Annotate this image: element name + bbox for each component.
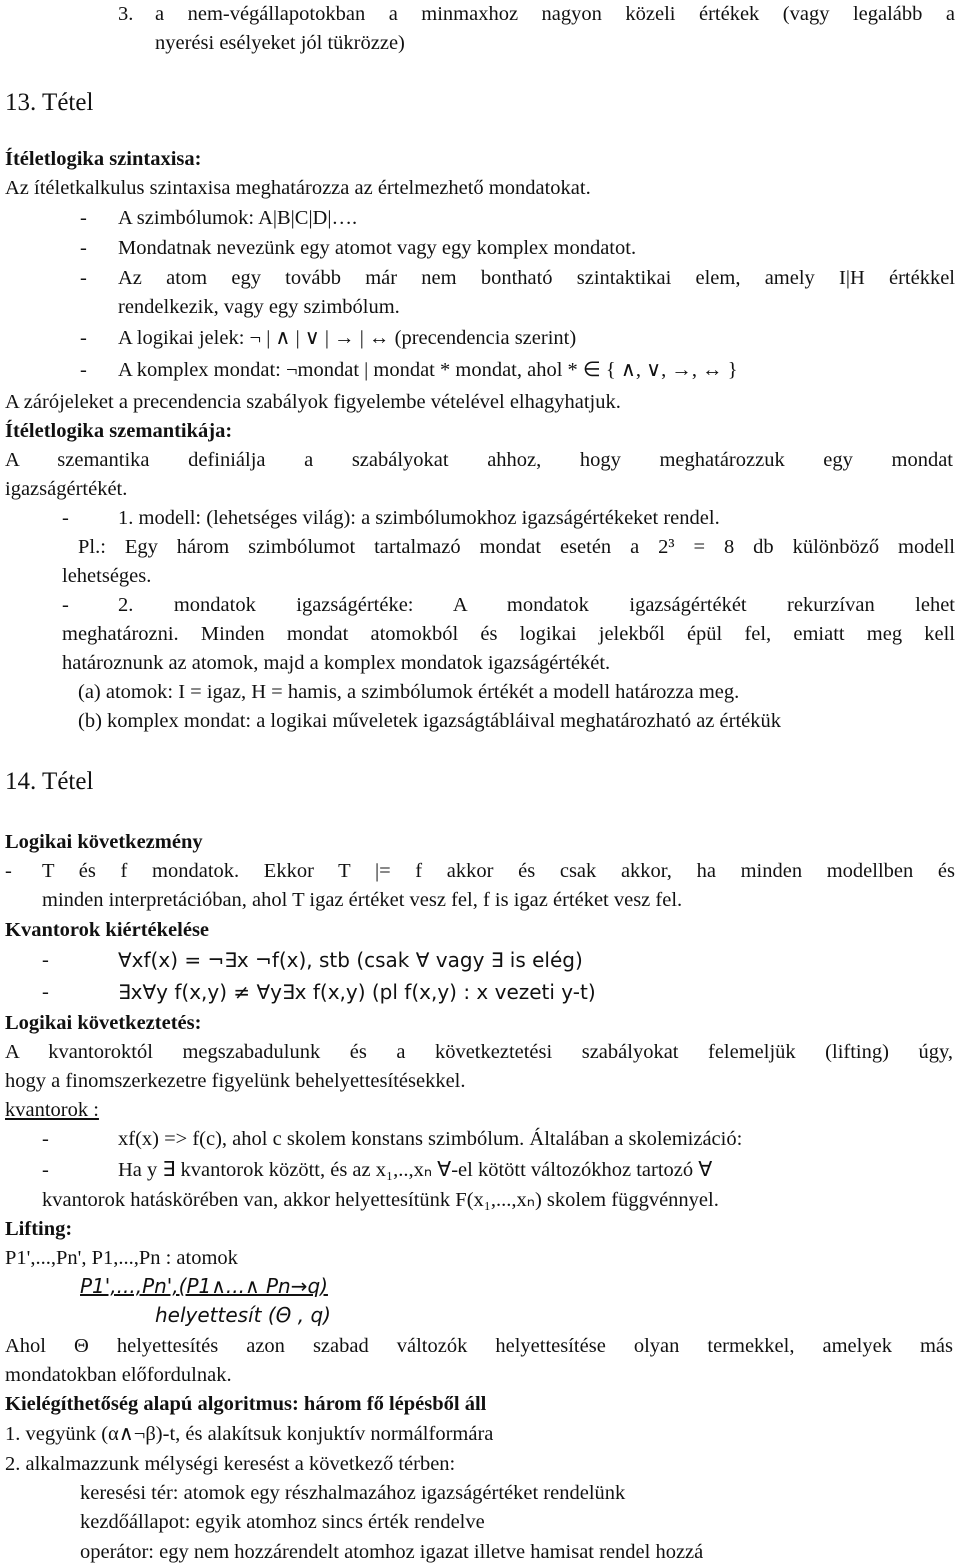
skolem-function: Ha y ∃ kvantorok között, és az x₁,..,xₙ ∀-el kötött változókhoz tartozó ∀ <box>118 1159 713 1181</box>
item-complex: (b) komplex mondat: a logikai műveletek igazságtábláival meghatározható az értékük <box>78 710 781 732</box>
bullet-complex-sentence: A komplex mondat: ¬mondat | mondat * mondat, ahol * ∈ { ∧, ∨, →, ↔ } <box>118 359 738 381</box>
bullet-dash: - <box>80 267 87 289</box>
paragraph-semantics: A szemantika definiálja a szabályokat ahhoz, hogy meghatározzuk egy mondat <box>5 449 953 471</box>
subheading-quantifiers: Kvantorok kiértékelése <box>5 919 210 941</box>
bullet-atom-def-cont: rendelkezik, vagy egy szimbólum. <box>118 296 400 318</box>
label-quantifiers: kvantorok : <box>5 1099 99 1121</box>
bullet-dash: - <box>80 359 87 381</box>
list-item-3-text-cont: nyerési esélyeket jól tükrözze) <box>155 32 405 54</box>
bullet-logic-signs: A logikai jelek: ¬ | ∧ | ∨ | → | ↔ (precendencia szerint) <box>118 327 577 349</box>
bullet-symbols: A szimbólumok: A|B|C|D|…. <box>118 207 358 229</box>
bullet-sentence-def: Mondatnak nevezünk egy atomot vagy egy komplex mondatot. <box>118 237 637 259</box>
list-item-3-number: 3. <box>118 3 134 25</box>
subheading-lifting: Lifting: <box>5 1218 73 1240</box>
search-space: keresési tér: atomok egy részhalmazához igazságértéket rendelünk <box>80 1482 626 1504</box>
bullet-dash: - <box>42 949 49 971</box>
bullet-atom-def: Az atom egy tovább már nem bontható szintaktikai elem, amely I|H értékkel <box>118 267 955 289</box>
paragraph-parentheses: A zárójeleket a precendencia szabályok figyelembe vételével elhagyhatjuk. <box>5 391 621 413</box>
lifting-atoms: P1',...,Pn', P1,...,Pn : atomok <box>5 1247 238 1269</box>
subheading-consequence: Logikai következmény <box>5 831 203 853</box>
lifting-rule-conclusion: helyettesít (Θ , q) <box>155 1303 331 1327</box>
consequence-def-cont: minden interpretációban, ahol T igaz értéket vesz fel, f is igaz értéket vesz fel. <box>42 889 683 911</box>
section-heading-13: 13. Tétel <box>5 89 94 116</box>
quantifier-formula-1: ∀xf(x) = ¬∃x ¬f(x), stb (csak ∀ vagy ∃ is elég) <box>118 948 583 972</box>
bullet-dash: - <box>62 507 69 529</box>
bullet-dash: - <box>42 1159 49 1181</box>
item-truth-value: 2. mondatok igazságértéke: A mondatok igazságértékét rekurzívan lehet <box>118 594 955 616</box>
item-model-example-cont: lehetséges. <box>62 565 152 587</box>
bullet-dash: - <box>80 327 87 349</box>
sat-step-1: 1. vegyünk (α∧¬β)-t, és alakítsuk konjuktív normálformára <box>5 1423 494 1445</box>
item-truth-value-cont2: határoznunk az atomok, majd a komplex mondatok igazságértékét. <box>62 652 611 674</box>
paragraph-substitution-cont: mondatokban előfordulnak. <box>5 1364 232 1386</box>
list-item-3-text: a nem-végállapotokban a minmaxhoz nagyon közeli értékek (vagy legalább a <box>155 3 955 25</box>
bullet-dash: - <box>80 237 87 259</box>
sat-step-2: 2. alkalmazzunk mélységi keresést a következő térben: <box>5 1453 456 1475</box>
bullet-dash: - <box>62 594 69 616</box>
subheading-syntax: Ítéletlogika szintaxisa: <box>5 148 202 170</box>
skolem-function-cont: kvantorok hatáskörében van, akkor helyettesítünk F(x₁,...,xₙ) skolem függvénnyel. <box>42 1189 719 1211</box>
bullet-dash: - <box>5 860 12 882</box>
paragraph-lifting-cont: hogy a finomszerkezetre figyelünk behelyettesítésekkel. <box>5 1070 466 1092</box>
item-model-example: Pl.: Egy három szimbólumot tartalmazó mondat esetén a 2³ = 8 db különböző modell <box>78 536 955 558</box>
item-truth-value-cont1: meghatározni. Minden mondat atomokból és logikai jelekből épül fel, emiatt meg kell <box>62 623 955 645</box>
operator: operátor: egy nem hozzárendelt atomhoz igazat illetve hamisat rendel hozzá <box>80 1541 704 1563</box>
paragraph-substitution: Ahol Θ helyettesítés azon szabad változók helyettesítése olyan termekkel, amelyek más <box>5 1335 953 1357</box>
initial-state: kezdőállapot: egyik atomhoz sincs érték rendelve <box>80 1511 485 1533</box>
section-heading-14: 14. Tétel <box>5 768 94 795</box>
paragraph-lifting: A kvantoroktól megszabadulunk és a következtetési szabályokat felemeljük (lifting) úgy, <box>5 1041 953 1063</box>
item-model: 1. modell: (lehetséges világ): a szimbólumokhoz igazságértékeket rendel. <box>118 507 720 529</box>
lifting-rule-premise: P1',...,Pn',(P1∧...∧ Pn→q) <box>80 1274 328 1298</box>
paragraph-syntax-intro: Az ítéletkalkulus szintaxisa meghatározza az értelmezhető mondatokat. <box>5 177 591 199</box>
quantifier-formula-2: ∃x∀y f(x,y) ≠ ∀y∃x f(x,y) (pl f(x,y) : x vezeti y-t) <box>118 980 596 1004</box>
subheading-sat-algorithm: Kielégíthetőség alapú algoritmus: három fő lépésből áll <box>5 1393 487 1415</box>
paragraph-semantics-cont: igazságértékét. <box>5 478 128 500</box>
item-atoms: (a) atomok: I = igaz, H = hamis, a szimbólumok értékét a modell határozza meg. <box>78 681 740 703</box>
bullet-dash: - <box>42 981 49 1003</box>
skolem-constant: xf(x) => f(c), ahol c skolem konstans szimbólum. Általában a skolemizáció: <box>118 1128 743 1150</box>
subheading-semantics: Ítéletlogika szemantikája: <box>5 420 233 442</box>
bullet-dash: - <box>42 1128 49 1150</box>
bullet-dash: - <box>80 207 87 229</box>
subheading-inference: Logikai következtetés: <box>5 1012 202 1034</box>
consequence-def: T és f mondatok. Ekkor T |= f akkor és csak akkor, ha minden modellben és <box>42 860 955 882</box>
